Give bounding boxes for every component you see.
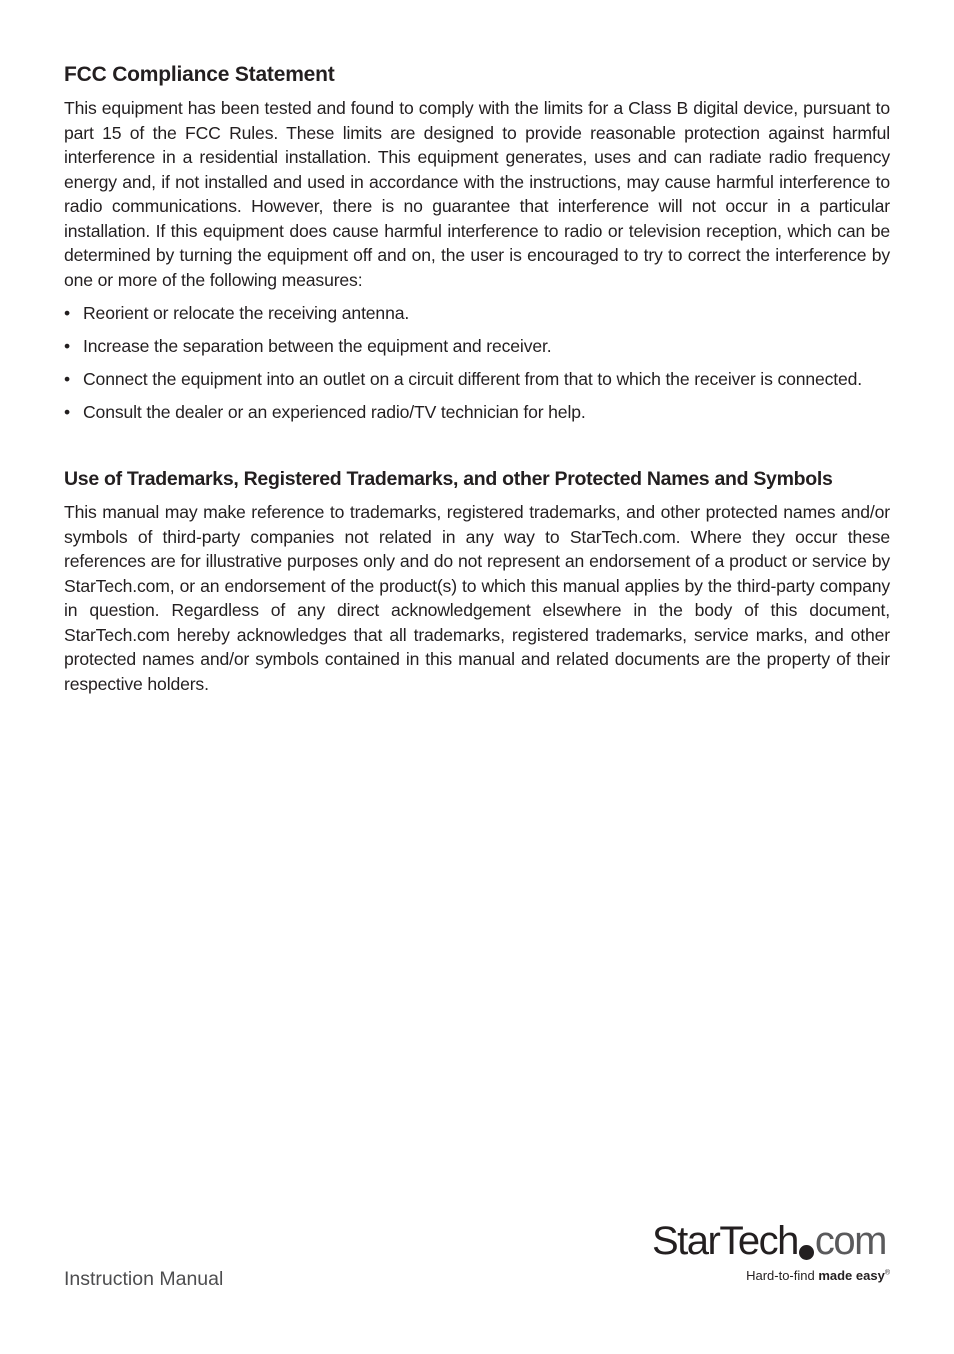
logo-suffix: com: [814, 1219, 886, 1263]
registered-mark: ®: [884, 1269, 890, 1277]
list-item-text: Reorient or relocate the receiving antenna.: [83, 302, 410, 323]
fcc-measures-list: [64, 301, 890, 425]
logo-wordmark: [652, 1216, 886, 1266]
bullet-icon: •: [64, 368, 71, 389]
bullet-icon: •: [64, 335, 71, 356]
bullet-icon: •: [64, 401, 71, 422]
list-item-text: Connect the equipment into an outlet on a circuit different from that to which the receiver is connected.: [83, 368, 863, 389]
trademarks-body-paragraph: This manual may make reference to trademarks, registered trademarks, and other protected names and/or symbols of third-party companies not related in any way to StarTech.com. Where they occur these references are for illustrative purposes only and do not represent an endorsement of a product or service by StarTech.com, or an endorsement of the product(s) to which this manual applies by the third-party company in question. Regardless of any direct acknowledgement elsewhere in the body of this document, StarTech.com hereby acknowledges that all trademarks, registered trademarks, service marks, and other protected names and/or symbols contained in this manual and related documents are the property of their respective holders.: [64, 502, 890, 694]
list-item: [64, 400, 890, 425]
list-item: [64, 367, 890, 392]
list-item-text: Consult the dealer or an experienced radio/TV technician for help.: [83, 401, 586, 422]
list-item-text: Increase the separation between the equipment and receiver.: [83, 335, 552, 356]
bullet-icon: •: [64, 302, 71, 323]
fcc-body-paragraph: This equipment has been tested and found to comply with the limits for a Class B digital device, pursuant to part 15 of the FCC Rules. These limits are designed to provide reasonable protection against harmful interference in a residential installation. This equipment generates, uses and can radiate radio frequency energy and, if not installed and used in accordance with the instructions, may cause harmful interference to radio communications. However, there is no guarantee that interference will not occur in a particular installation. If this equipment does cause harmful interference to radio or television reception, which can be determined by turning the equipment off and on, the user is encouraged to try to correct the interference by one or more of the following measures:: [64, 98, 890, 290]
footer-label: Instruction Manual: [64, 1268, 224, 1290]
list-item: [64, 301, 890, 326]
logo-tagline: [746, 1268, 890, 1283]
startech-logo: [652, 1216, 892, 1290]
tagline-bold: made easy: [818, 1268, 885, 1283]
logo-brand: StarTech: [652, 1219, 798, 1263]
fcc-heading: FCC Compliance Statement: [64, 63, 335, 86]
tagline-regular: Hard-to-find: [746, 1268, 819, 1283]
logo-dot-icon: [799, 1245, 814, 1260]
list-item: [64, 334, 890, 359]
trademarks-heading: Use of Trademarks, Registered Trademarks, and other Protected Names and Symbols: [64, 468, 833, 490]
document-page: [64, 60, 890, 696]
